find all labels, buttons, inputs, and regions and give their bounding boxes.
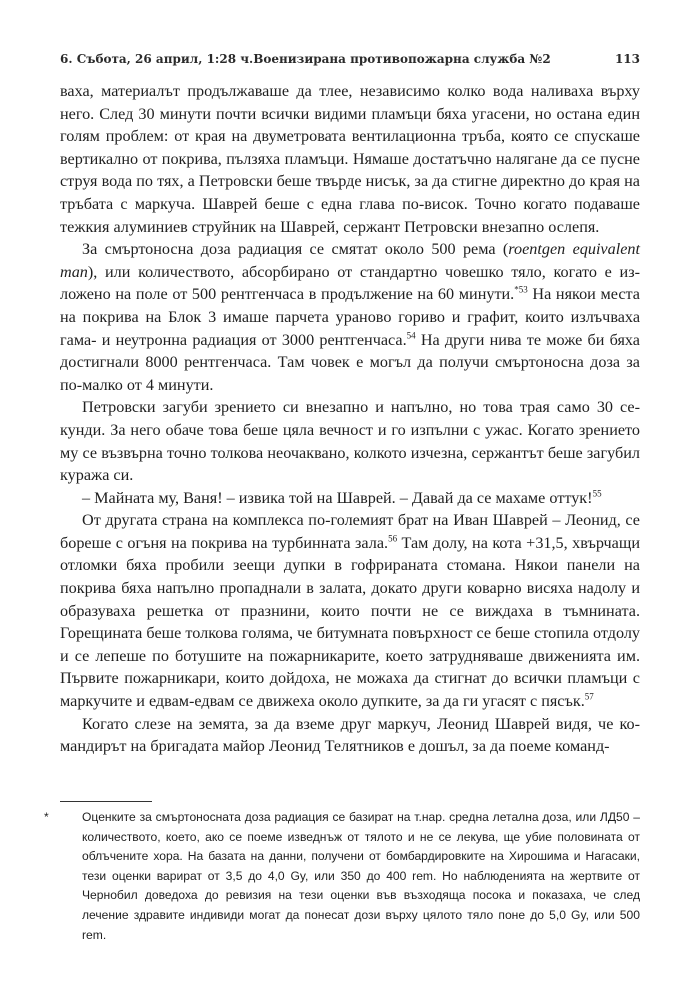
- main-text: [60, 80, 640, 758]
- paragraph-continuation: ваха, материалът продължаваше да тлее, независимо колко вода наливаха върху него. След 30 минути почти всички видими пламъци бяха угасени, но остана един голям проблем: от края на двуметровата вентилационна тръба, която се спускаше вертикално от покрива, пълзяха пламъци. Нямаше достатъчно налягане да се пусне струя вода по тях, а Петровски беше твърде нисък, за да стигне директно до края на тръбата с маркуча. Шаврей беше с една глава по-висок. Точно когато подаваше тежкия алуминиев струйник на Шаврей, сержант Петровски внезапно ослепя.: [60, 82, 640, 236]
- text-run: От другата страна на комплекса по-големият брат на Иван Шаврей – Леонид, се бореше с огъня на покрива на турбинната зала.: [60, 511, 640, 552]
- endnote-ref[interactable]: 56: [388, 533, 398, 544]
- footnote-marker: *: [44, 810, 49, 824]
- paragraph-turbine-hall: [60, 509, 640, 712]
- text-run: За смъртоносна доза радиация се смятат около 500 рема (: [82, 240, 509, 259]
- paragraph-blindness: Петровски загуби зрението си внезапно и напълно, но това трая само 30 секунди. За него обаче това беше цяла вечност и го изпълни с ужас. Когато зрението му се възвърна точно толкова неочаквано, колкото изчезна, сержантът беше загубил куража си.: [60, 398, 640, 485]
- endnote-ref[interactable]: 57: [584, 691, 594, 702]
- text-run: Там долу, на кота +31,5, хвърчащи отломки бяха пробили зеещи дупки в гофрираната стомана. Някои панели на покрива бяха напълно пропаднали в залата, докато други коварно висяха надолу и образуваха решетка от празнини, които почти не се виждаха в тъмнината. Горещината беше толкова голяма, че битумната повърхност се беше стопила отдолу и се лепеше по ботушите на пожарникарите, което затрудняваше движенията им. Първите пожарникари, които дойдоха, не можаха да стигнат до всички пламъци с маркучите и едвам-едвам се движеха около дупките, за да ги угасят с пясък.: [60, 533, 640, 711]
- running-title: 6. Събота, 26 април, 1:28 ч.Военизирана противопожарна служба №2: [60, 52, 551, 66]
- running-header: [60, 52, 640, 72]
- text-run: На други нива те може би бяха достигнали 8000 рентгенчаса. Там човек е могъл да получи смъртоносна доза за по-малко от 4 минути.: [60, 330, 640, 394]
- text-run: ), или количеството, абсорбирано от стандартно човешко тяло, когато е изложено на поле от 500 рентгенчаса в продължение на 60 минути.: [60, 262, 640, 304]
- italic-term: roentgen equivalent man: [60, 240, 640, 281]
- footnote-separator: [60, 801, 152, 802]
- text-run: На някои места на покрива на Блок 3 имаше парчета ураново гориво и графит, които излъчваха гама- и неутронна радиация от 3000 рентгенчаса.: [60, 285, 640, 349]
- text-run: – Майната му, Ваня! – извика той на Шаврей. – Давай да се махаме оттук!: [82, 488, 593, 507]
- paragraph-commander: Когато слезе на земята, за да вземе друг маркуч, Леонид Шаврей видя, че командирът на бригадата майор Леонид Телятников е дошъл, за да поеме команд-: [60, 714, 640, 756]
- footnote: [44, 808, 640, 945]
- footnote-text: Оценките за смъртоносната доза радиация се базират на т.нар. средна летална доза, или ЛД50 – количеството, което, ако се поеме изведнъж от тялото и не се лекува, ще убие половината от облъчените хора. На базата на данни, получени от бомбардировките на Хирошима и Нагасаки, тези оценки варират от 3,5 до 4,0 Gy, или 350 до 400 rem. Но наблюденията на жертвите от Чернобил доведоха до ревизия на тези оценки във възходяща посока и показаха, че след лечение здравите индивиди могат да понесат дози върху цялото тяло поне до 5,0 Gy, или 500 rem.: [82, 810, 640, 942]
- endnote-ref[interactable]: 55: [592, 488, 602, 499]
- dialogue-line: [60, 487, 640, 510]
- paragraph-lethal-dose: [60, 238, 640, 396]
- footnote-ref[interactable]: *53: [514, 284, 528, 295]
- footnote-paragraph: [44, 808, 640, 945]
- page-number: 113: [614, 52, 640, 66]
- endnote-ref[interactable]: 54: [406, 330, 416, 341]
